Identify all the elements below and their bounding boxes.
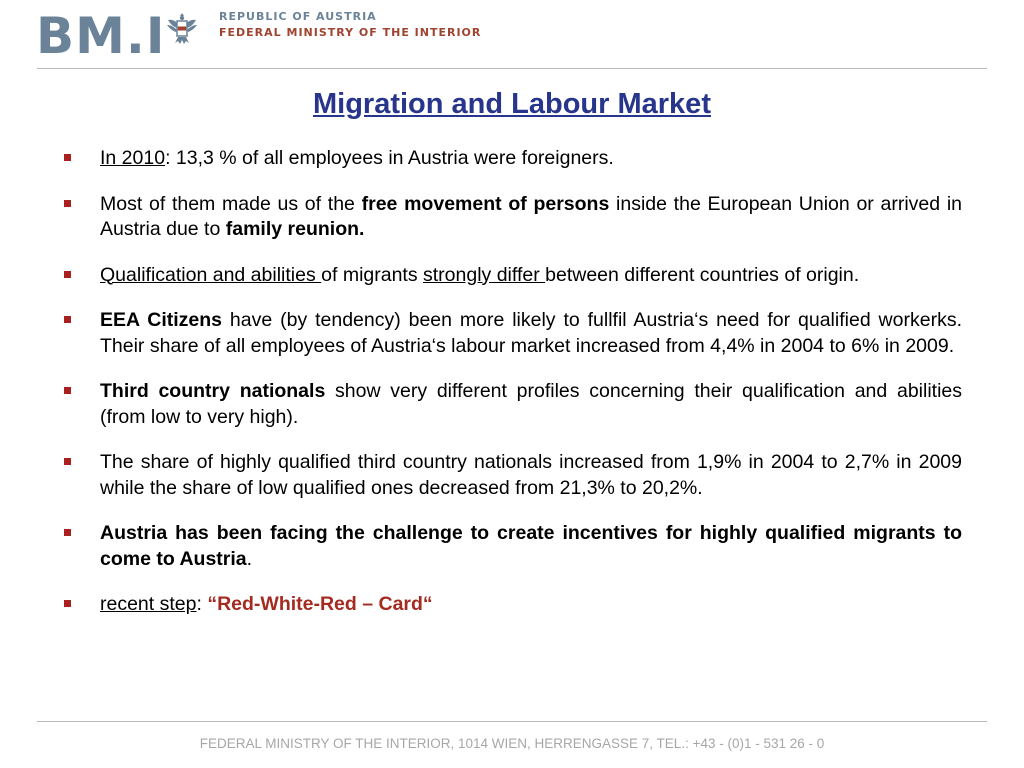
bullet-marker-icon — [64, 271, 71, 278]
header — [0, 0, 1024, 70]
slide-title: Migration and Labour Market — [313, 88, 711, 120]
bullet-text: . — [246, 547, 253, 570]
republic-line: REPUBLIC OF AUSTRIA — [219, 10, 377, 23]
bullet-text-year: In 2010 — [100, 147, 166, 169]
bullet-marker-icon — [64, 529, 71, 536]
bullet-text-bold: Austria has been facing the challenge to create incentives for highly qualified migrants to come to Austria — [100, 522, 962, 570]
bullet-item-2 — [62, 192, 962, 243]
bullet-item-8 — [62, 592, 962, 618]
bullet-item-3 — [62, 263, 962, 289]
bullet-marker-icon — [64, 458, 71, 465]
bullet-text: The share of highly qualified third country nationals increased from 1,9% in 2004 to 2,7% in 2009 while the share of low qualified ones decreased from 21,3% to 20,2%. — [100, 451, 962, 499]
bullet-text-underlined: strongly differ — [423, 263, 546, 286]
bullet-text-bold: Third country nationals — [100, 380, 326, 402]
bullet-item-6 — [62, 450, 962, 501]
bullet-text: : — [196, 593, 208, 615]
footer-address: FEDERAL MINISTRY OF THE INTERIOR, 1014 WIEN, HERRENGASSE 7, TEL.: +43 - (0)1 - 531 26 - 0 — [199, 736, 825, 751]
bullet-item-5 — [62, 379, 962, 430]
bullet-text-underlined: Qualification and abilities — [100, 263, 322, 286]
bullet-text: : 13,3 % of all employees in Austria were foreigners. — [165, 147, 614, 169]
ministry-heading — [219, 9, 481, 41]
card-name-highlight: “Red-White-Red – Card“ — [207, 593, 433, 615]
bullet-item-1 — [62, 146, 962, 172]
bullet-text-bold: free movement of persons — [361, 192, 610, 215]
footer-divider — [37, 721, 987, 722]
bullet-text: of migrants — [321, 263, 424, 286]
bullet-text: between different countries of origin. — [545, 263, 860, 286]
bullet-marker-icon — [64, 316, 71, 323]
bullet-text: have (by tendency) been more likely to fullfil Austria‘s need for qualified workerks. Their share of all employees of Austria‘s labour market increased from 4,4% in 2004 to 6% in 2009. — [100, 309, 962, 357]
bullet-text-bold: EEA Citizens — [100, 309, 223, 331]
bullet-marker-icon — [64, 154, 71, 161]
bullet-text-underlined: recent step — [100, 593, 197, 615]
bullet-item-4 — [62, 308, 962, 359]
bullet-text: show very different profiles concerning their qualification and abilities (from low to very high). — [100, 380, 963, 428]
eagle-emblem-icon — [165, 10, 199, 46]
bullet-text-bold: family reunion. — [225, 218, 365, 240]
bmi-logo: BM.I — [36, 7, 166, 65]
bullet-text: inside the European Union or arrived in Austria due to — [100, 192, 962, 240]
bullet-item-7 — [62, 521, 962, 572]
bullet-marker-icon — [64, 387, 71, 394]
header-divider — [37, 68, 987, 69]
ministry-line: FEDERAL MINISTRY OF THE INTERIOR — [219, 26, 482, 39]
bullet-marker-icon — [64, 200, 71, 207]
bullet-text: Most of them made us of the — [100, 192, 362, 215]
bullet-marker-icon — [64, 600, 71, 607]
bullet-list — [62, 146, 962, 638]
